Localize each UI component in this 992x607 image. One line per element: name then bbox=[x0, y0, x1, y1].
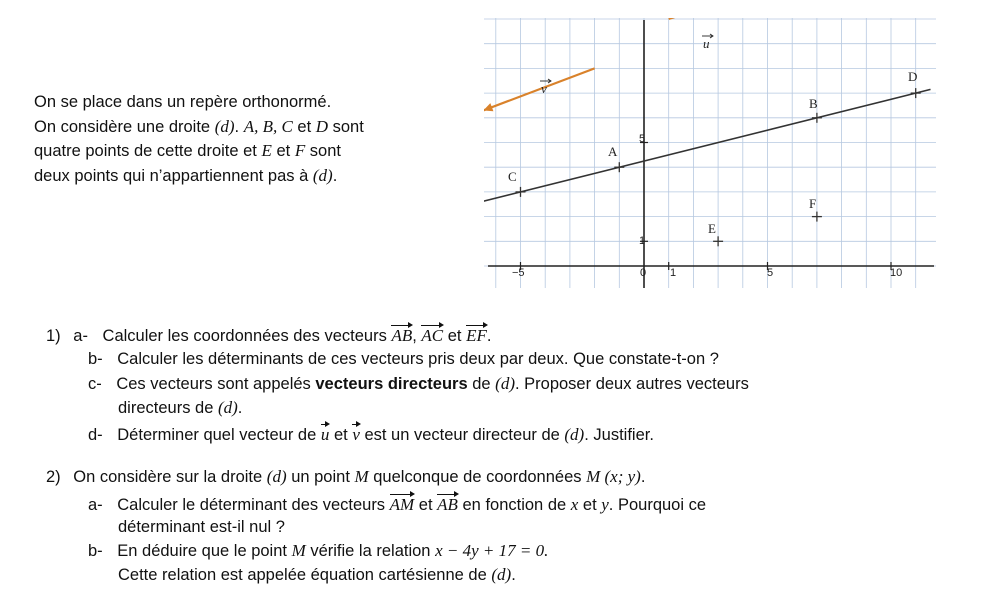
label-v: v bbox=[541, 81, 547, 96]
q2-a: a- Calculer le déterminant des vecteurs AM et AB en fonction de x et y. Pourquoi ce bbox=[88, 492, 706, 516]
vector-v bbox=[484, 68, 595, 111]
line-d bbox=[484, 89, 931, 201]
grid bbox=[484, 18, 936, 288]
label-A: A bbox=[608, 144, 618, 159]
intro-paragraph bbox=[34, 90, 442, 188]
vector-u-inline: u bbox=[321, 422, 330, 446]
q2-intro: 2) On considère sur la droite (d) un point M quelconque de coordonnées M (x; y). bbox=[46, 467, 646, 486]
q1-a: 1) a- Calculer les coordonnées des vecteurs AB, AC et EF. bbox=[46, 323, 491, 347]
coordinate-figure bbox=[484, 18, 936, 290]
label-u: u bbox=[703, 36, 710, 51]
intro-line-2: On considère une droite (d). A, B, C et D sont bbox=[34, 116, 364, 136]
intro-line-1: On se place dans un repère orthonormé. bbox=[34, 93, 332, 111]
tick-y-5: 5 bbox=[639, 133, 646, 145]
vector-AM: AM bbox=[390, 492, 415, 516]
q1-c-line2: directeurs de (d). bbox=[118, 398, 243, 417]
label-C: C bbox=[508, 169, 517, 184]
point-C bbox=[516, 187, 526, 197]
point-D bbox=[911, 88, 921, 98]
label-B: B bbox=[809, 96, 818, 111]
tick-x-5: 5 bbox=[767, 267, 774, 279]
vector-v-inline: v bbox=[352, 422, 360, 446]
label-D: D bbox=[908, 69, 918, 84]
q1-b: b- Calculer les déterminants de ces vecteurs pris deux par deux. Que constate-t-on ? bbox=[88, 350, 719, 368]
tick-y-1: 1 bbox=[639, 235, 646, 247]
q2-b: b- En déduire que le point M vérifie la relation x − 4y + 17 = 0. bbox=[88, 541, 549, 560]
vector-AC: AC bbox=[421, 323, 443, 347]
axes bbox=[488, 20, 934, 288]
tick-x-1: 1 bbox=[670, 267, 677, 279]
tick-x-10: 10 bbox=[890, 267, 903, 279]
point-E bbox=[713, 236, 723, 246]
label-F: F bbox=[809, 196, 817, 211]
q1-d: d- Déterminer quel vecteur de u et v est un vecteur directeur de (d). Justifier. bbox=[88, 422, 654, 446]
point-A bbox=[614, 162, 624, 172]
ticks bbox=[521, 143, 892, 271]
tick-x-0: 0 bbox=[640, 267, 647, 279]
tick-x-minus5: −5 bbox=[512, 267, 525, 279]
vector-EF: EF bbox=[466, 323, 487, 347]
q2-a-line2: déterminant est-il nul ? bbox=[118, 518, 285, 536]
vector-AB: AB bbox=[391, 323, 412, 347]
point-F bbox=[812, 212, 822, 222]
vector-AB-2: AB bbox=[437, 492, 458, 516]
q2-b-line2: Cette relation est appelée équation cartésienne de (d). bbox=[118, 565, 516, 584]
intro-line-4: deux points qui n’appartiennent pas à (d). bbox=[34, 165, 338, 185]
point-B bbox=[812, 113, 822, 123]
intro-line-3: quatre points de cette droite et E et F sont bbox=[34, 141, 341, 160]
q1-c: c- Ces vecteurs sont appelés vecteurs directeurs de (d). Proposer deux autres vecteurs bbox=[88, 374, 749, 393]
label-E: E bbox=[708, 221, 716, 236]
